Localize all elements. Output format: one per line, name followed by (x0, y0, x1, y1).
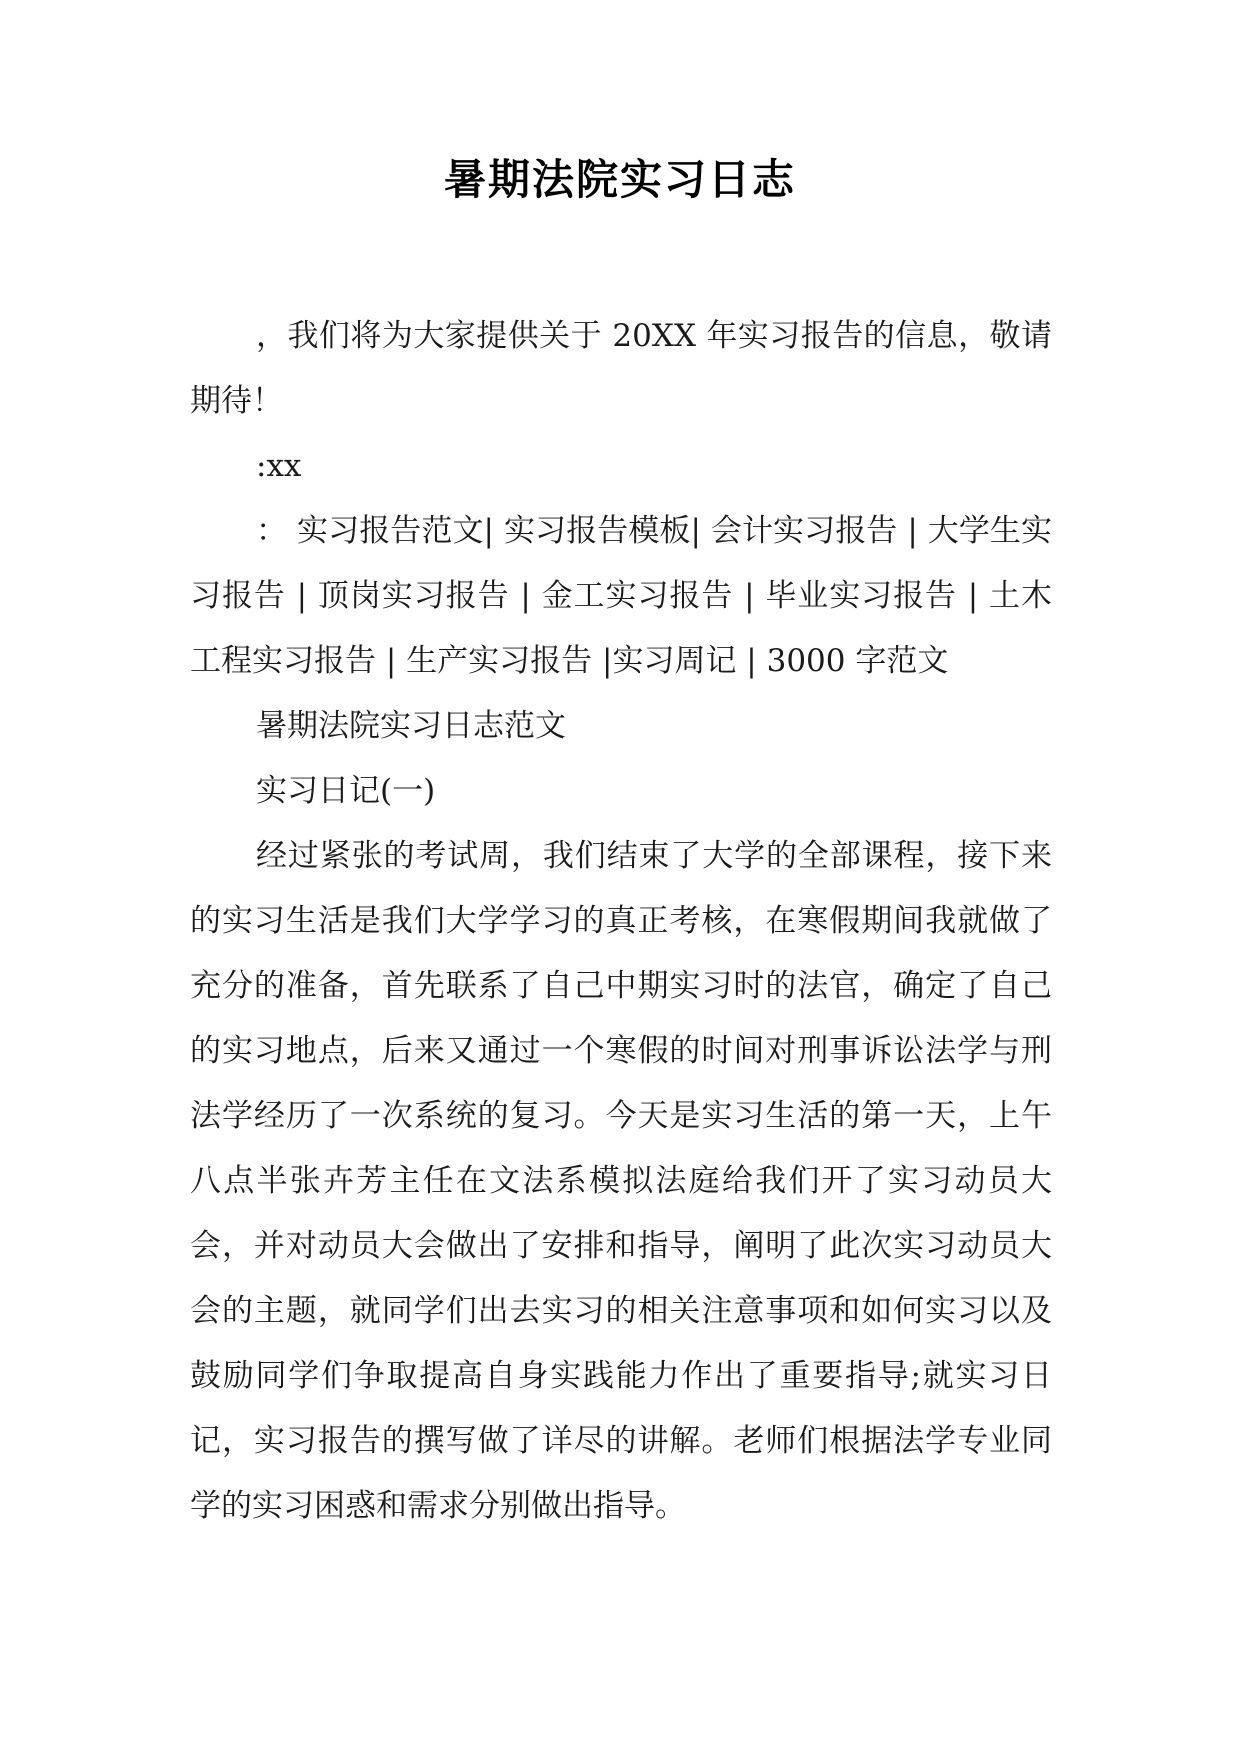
related-links-paragraph: ： 实习报告范文| 实习报告模板| 会计实习报告 | 大学生实习报告 | 顶岗实习报告 | 金工实习报告 | 毕业实习报告 | 土木工程实习报告 | 生产实习报告 |实习周记 | 3000 字范文 (190, 513, 1052, 679)
intro-paragraph: ，我们将为大家提供关于 20XX 年实习报告的信息，敬请期待！ (190, 318, 1052, 419)
document-body (190, 304, 1052, 1539)
author-line: :xx (256, 448, 302, 484)
subtitle-line: 暑期法院实习日志范文 (256, 708, 566, 744)
section-heading: 实习日记(一) (256, 773, 436, 809)
document-title: 暑期法院实习日志 (443, 155, 796, 204)
body-paragraph: 经过紧张的考试周，我们结束了大学的全部课程，接下来的实习生活是我们大学学习的真正考核，在寒假期间我就做了充分的准备，首先联系了自己中期实习时的法官，确定了自己的实习地点，后来又通过一个寒假的时间对刑事诉讼法学与刑法学经历了一次系统的复习。今天是实习生活的第一天，上午八点半张卉芳主任在文法系模拟法庭给我们开了实习动员大会，并对动员大会做出了安排和指导，阐明了此次实习动员大会的主题，就同学们出去实习的相关注意事项和如何实习以及鼓励同学们争取提高自身实践能力作出了重要指导;就实习日记，实习报告的撰写做了详尽的讲解。老师们根据法学专业同学的实习困惑和需求分别做出指导。 (190, 838, 1052, 1524)
